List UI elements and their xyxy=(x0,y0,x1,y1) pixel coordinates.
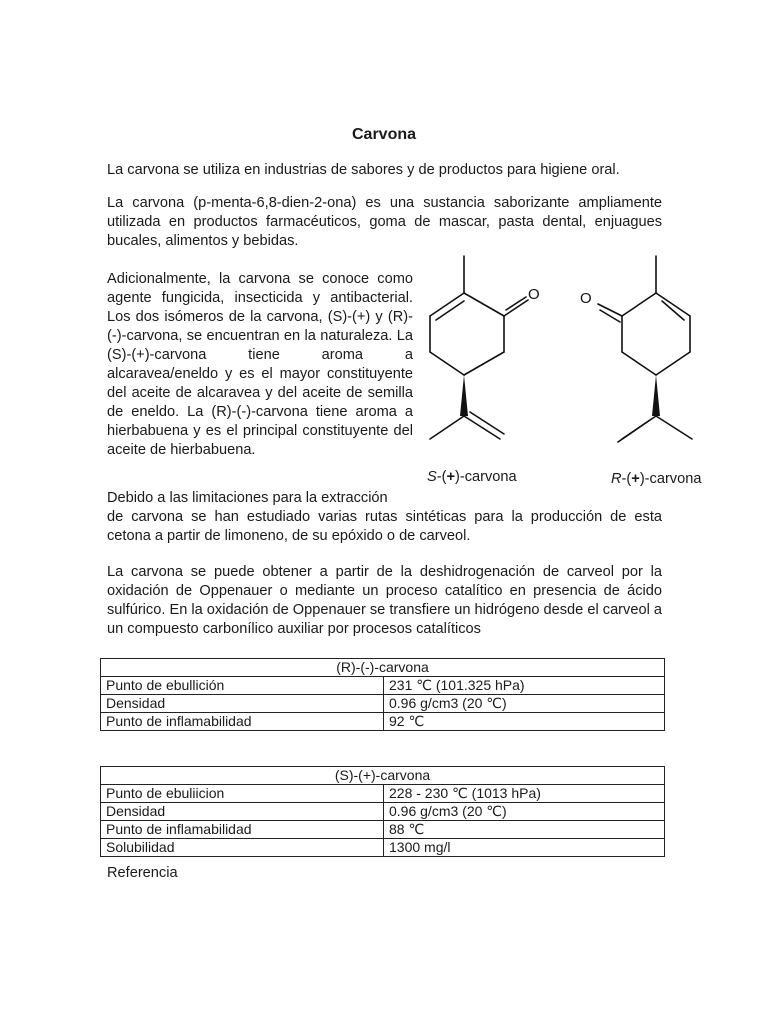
property-value: 231 ℃ (101.325 hPa) xyxy=(384,677,665,695)
table-header-row xyxy=(101,767,665,785)
table-row xyxy=(101,677,665,695)
r-carbonyl-oxygen: O xyxy=(580,290,592,307)
property-value: 88 ℃ xyxy=(384,821,665,839)
r-wedge-bond xyxy=(652,375,660,416)
table-row xyxy=(101,785,665,803)
r-carvone-properties-table xyxy=(100,658,665,731)
table-header: (S)-(+)-carvona xyxy=(101,767,665,785)
reference-heading: Referencia xyxy=(107,865,178,881)
table-row xyxy=(101,839,665,857)
paragraph-extraction: de carvona se han estudiado varias rutas sintéticas para la producción de esta cetona a partir de limoneno, de su epóxido o de carveol. xyxy=(107,509,662,544)
property-label: Densidad xyxy=(101,803,384,821)
property-label: Punto de ebuliicion xyxy=(101,785,384,803)
table-row xyxy=(101,713,665,731)
property-value: 92 ℃ xyxy=(384,713,665,731)
page-title: Carvona xyxy=(351,126,417,143)
property-label: Punto de inflamabilidad xyxy=(101,821,384,839)
paragraph-isomers: Adicionalmente, la carvona se conoce como agente fungicida, insecticida y antibacterial. Los dos isómeros de la carvona, (S)-(+) y (R)-(-)-carvona, se encuentran en la naturaleza. La (S)-(+)-carvona tiene aroma a alcaravea/eneldo y es el mayor constituyente del aceite de alcaravea y del aceite de semilla de eneldo. La (R)-(-)-carvona tiene aroma a hierbabuena y es el principal constituyente del aceite de hierbabuena. xyxy=(107,271,413,458)
s-carbonyl-oxygen: O xyxy=(528,286,540,303)
paragraph-extraction-line1: Debido a las limitaciones para la extracción xyxy=(107,490,388,506)
table-row xyxy=(101,695,665,713)
table-row xyxy=(101,821,665,839)
property-value: 0.96 g/cm3 (20 ℃) xyxy=(384,803,665,821)
carvone-structures-figure xyxy=(420,248,720,494)
s-carvone-label: S-(+)-carvona xyxy=(427,469,517,485)
property-value: 228 - 230 ℃ (1013 hPa) xyxy=(384,785,665,803)
table-row xyxy=(101,803,665,821)
paragraph-intro: La carvona se utiliza en industrias de sabores y de productos para higiene oral. xyxy=(107,162,620,178)
property-value: 0.96 g/cm3 (20 ℃) xyxy=(384,695,665,713)
table-header: (R)-(-)-carvona xyxy=(101,659,665,677)
s-carvone-structure xyxy=(430,256,528,439)
s-carvone-properties-table xyxy=(100,766,665,857)
r-carvone-label: R-(+)-carvona xyxy=(611,471,702,487)
r-carvone-structure xyxy=(598,256,692,442)
property-label: Solubilidad xyxy=(101,839,384,857)
property-value: 1300 mg/l xyxy=(384,839,665,857)
property-label: Punto de inflamabilidad xyxy=(101,713,384,731)
property-label: Punto de ebullición xyxy=(101,677,384,695)
table-header-row xyxy=(101,659,665,677)
paragraph-oppenauer: La carvona se puede obtener a partir de la deshidrogenación de carveol por la oxidación de Oppenauer o mediante un proceso catalítico en presencia de ácido sulfúrico. En la oxidación de Oppenauer se transfiere un hidrógeno desde el carveol a un compuesto carbonílico auxiliar por procesos catalíticos xyxy=(107,564,662,637)
paragraph-definition: La carvona (p-menta-6,8-dien-2-ona) es una sustancia saborizante ampliamente utilizada en productos farmacéuticos, goma de mascar, pasta dental, enjuagues bucales, alimentos y bebidas. xyxy=(107,195,662,249)
property-label: Densidad xyxy=(101,695,384,713)
s-wedge-bond xyxy=(460,375,468,416)
